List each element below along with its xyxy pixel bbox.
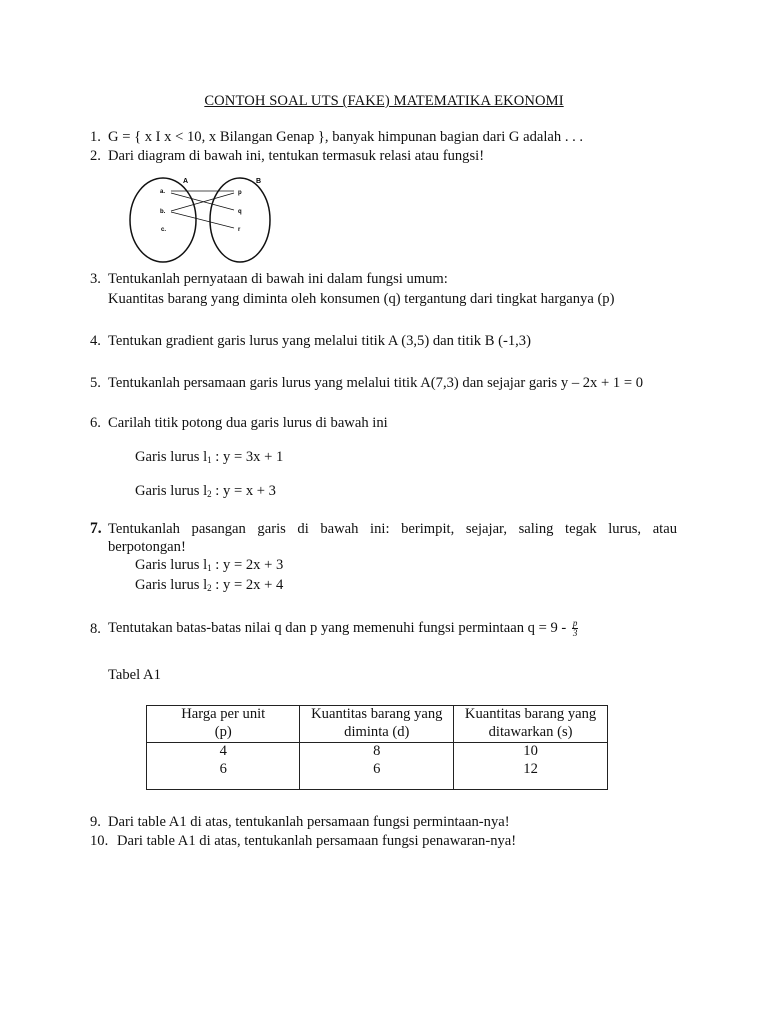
set-a-label: A [183, 178, 189, 185]
q10-text: Dari table A1 di atas, tentukanlah persamaan fungsi penawaran-nya! [117, 833, 517, 849]
table-header-cell: Kuantitas barang yang ditawarkan (s) [454, 706, 608, 743]
q6-number: 6. [90, 415, 101, 431]
arrow-b-r [171, 212, 234, 228]
set-b-item-r: r [238, 227, 241, 233]
q2-number: 2. [90, 148, 101, 164]
q7-line-2: berpotongan! [108, 539, 186, 555]
table-a1 [146, 705, 608, 790]
set-b-label: B [256, 178, 262, 185]
set-a-item-b: b. [160, 209, 166, 215]
set-a-item-c: c. [161, 227, 167, 233]
q5-number: 5. [90, 375, 101, 391]
set-b-item-q: q [238, 209, 242, 215]
table-header-cell: Harga per unit (p) [147, 706, 300, 743]
page-title: CONTOH SOAL UTS (FAKE) MATEMATIKA EKONOMI [204, 93, 564, 109]
q5-text: Tentukanlah persamaan garis lurus yang melalui titik A(7,3) dan sejajar garis y – 2x + 1 = 0 [108, 375, 644, 391]
q4-number: 4. [90, 333, 101, 349]
relation-diagram [126, 172, 286, 268]
q3-text: Tentukanlah pernyataan di bawah ini dalam fungsi umum: [108, 271, 448, 287]
table-cell-d: 8 6 [300, 743, 454, 790]
q6-line-2: Garis lurus $l_2$ : y = x + 3 [135, 483, 276, 499]
q3-text-2: Kuantitas barang yang diminta oleh konsumen (q) tergantung dari tingkat harganya (p) [108, 291, 615, 307]
set-a-item-a: a. [160, 189, 166, 195]
table-cell-p: 4 6 [147, 743, 300, 790]
q7-line-1: Tentukanlah pasangan garis di bawah ini: berimpit, sejajar, saling tegak lurus, atau [108, 521, 677, 537]
q7-garis-1: Garis lurus $l_1$ : y = 2x + 3 [135, 557, 284, 573]
q1-number: 1. [90, 129, 101, 145]
q6-line-1: Garis lurus $l_1$ : y = 3x + 1 [135, 449, 284, 465]
table-label: Tabel A1 [108, 667, 161, 683]
q4-text: Tentukan gradient garis lurus yang melalui titik A (3,5) dan titik B (-1,3) [108, 333, 531, 349]
q1-text: G = { x I x < 10, x Bilangan Genap }, banyak himpunan bagian dari G adalah . . . [108, 129, 584, 145]
q6-text: Carilah titik potong dua garis lurus di bawah ini [108, 415, 388, 431]
q9-text: Dari table A1 di atas, tentukanlah persamaan fungsi permintaan-nya! [108, 814, 510, 830]
q8-number: 8. [90, 621, 101, 637]
q9-number: 9. [90, 814, 101, 830]
q3-number: 3. [90, 271, 101, 287]
q7-number: 7. [90, 520, 102, 537]
q8-text: Tentutakan batas-batas nilai q dan p yang memenuhi fungsi permintaan q = 9 - $\frac{p}{3}$ [108, 618, 578, 639]
q2-text: Dari diagram di bawah ini, tentukan termasuk relasi atau fungsi! [108, 148, 485, 164]
q7-garis-2: Garis lurus $l_2$ : y = 2x + 4 [135, 577, 284, 593]
table-header-cell: Kuantitas barang yang diminta (d) [300, 706, 454, 743]
table-header-row [147, 706, 608, 743]
q8-fraction: $\frac{p}{3}$ [572, 618, 578, 639]
table-body-row [147, 743, 608, 790]
set-b-item-p: p [238, 190, 242, 196]
table-cell-s: 10 12 [454, 743, 608, 790]
q10-number: 10. [90, 833, 109, 849]
